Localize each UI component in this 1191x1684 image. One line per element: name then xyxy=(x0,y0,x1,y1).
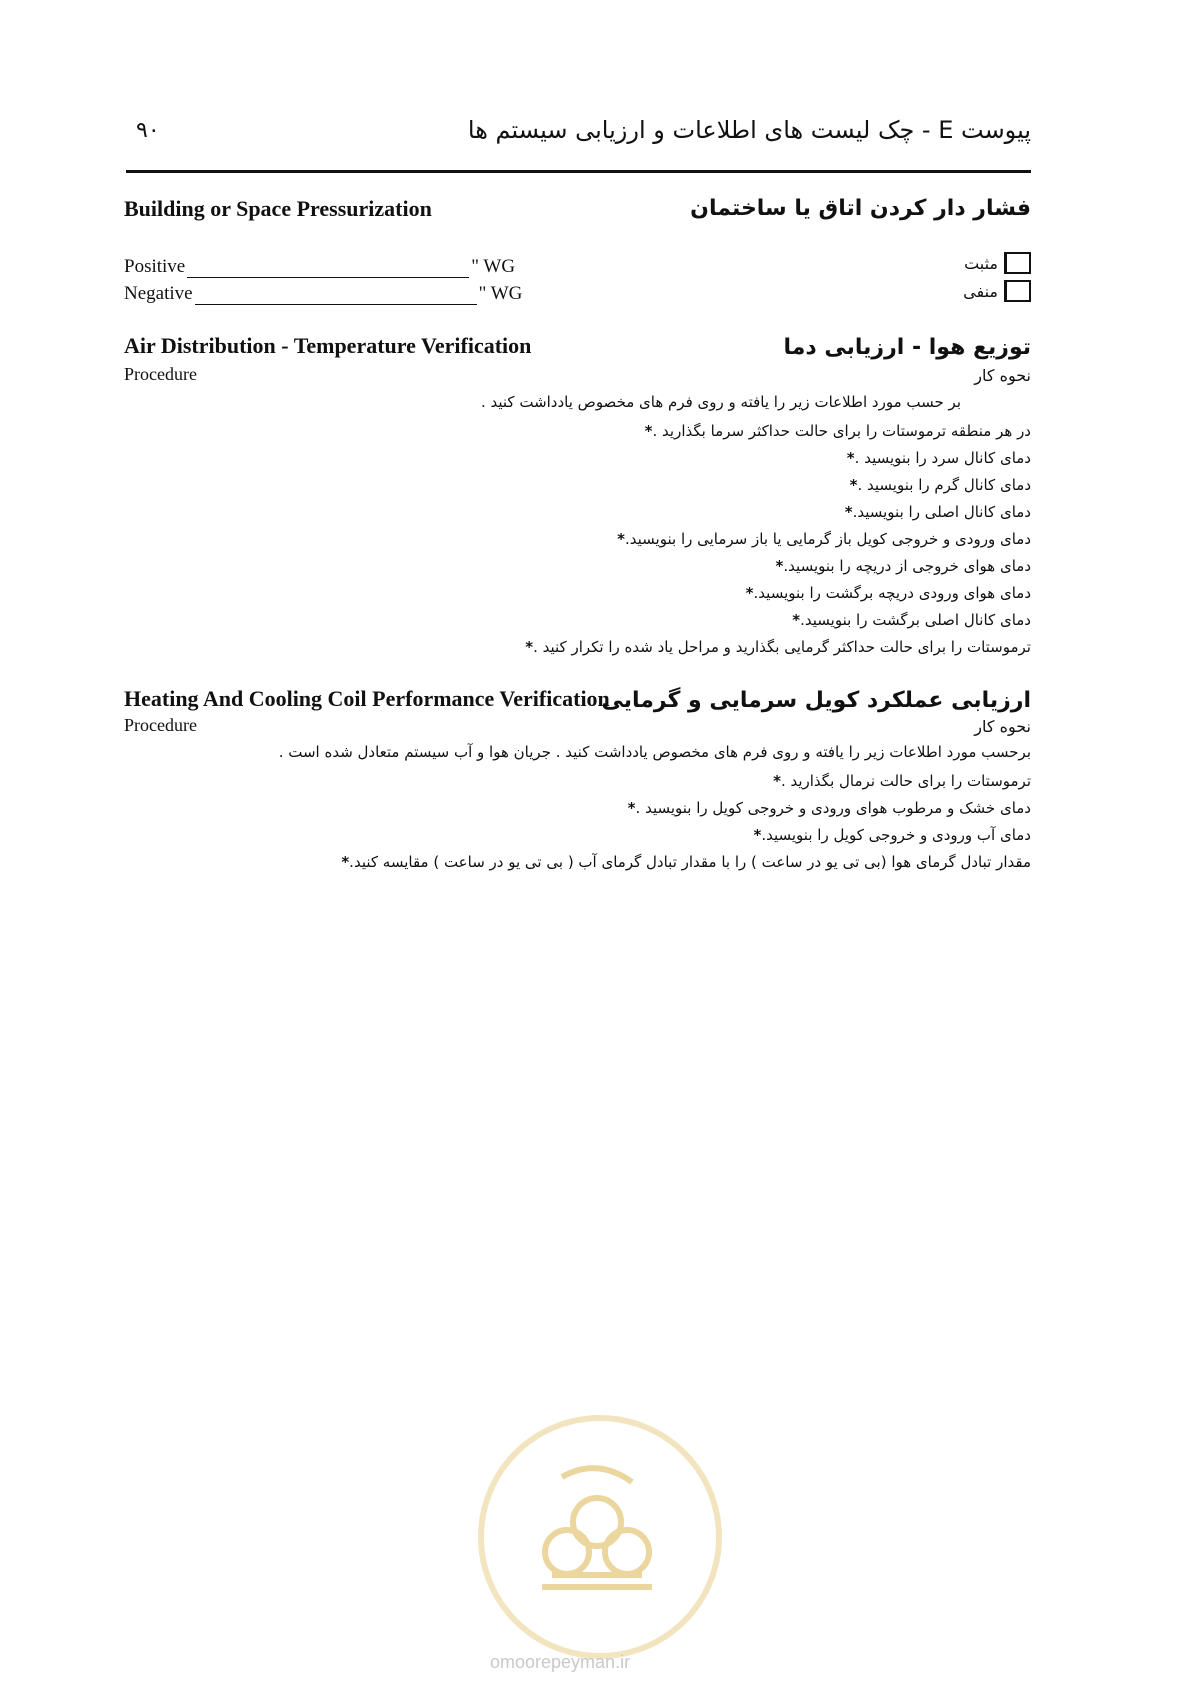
air-distribution-step xyxy=(473,526,1031,553)
header-divider xyxy=(126,170,1031,173)
bullet-icon: * xyxy=(644,422,653,440)
negative-pressure-field[interactable] xyxy=(195,286,477,305)
step-text: دمای کانال سرد را بنویسید . xyxy=(854,449,1031,467)
bullet-icon: * xyxy=(792,611,801,629)
bullet-icon: * xyxy=(775,557,784,575)
negative-checkbox[interactable] xyxy=(1004,280,1031,302)
coil-step xyxy=(289,768,1031,795)
section-title-air-distribution-fa: توزیع هوا - ارزیابی دما xyxy=(783,335,1031,360)
positive-unit: " WG xyxy=(471,256,516,277)
negative-label: Negative xyxy=(124,283,193,304)
step-text: در هر منطقه ترموستات را برای حالت حداکثر سرما بگذارید . xyxy=(652,422,1031,440)
coil-intro: برحسب مورد اطلاعات زیر را یافته و روی فرم های مخصوص یادداشت کنید . جریان هوا و آب سیستم متعادل شده است . xyxy=(278,743,1031,761)
air-distribution-step xyxy=(473,418,1031,445)
negative-fa-label: منفی xyxy=(963,281,998,301)
coil-step xyxy=(289,795,1031,822)
step-text: دمای هوای خروجی از دریچه را بنویسید. xyxy=(783,557,1031,575)
watermark-seal xyxy=(478,1415,722,1659)
bullet-icon: * xyxy=(846,449,855,467)
step-text: دمای هوای ورودی دریچه برگشت را بنویسید. xyxy=(753,584,1031,602)
procedure-label-fa: نحوه کار xyxy=(974,366,1031,385)
step-text: دمای خشک و مرطوب هوای ورودی و خروجی کویل را بنویسید . xyxy=(635,799,1031,817)
bullet-icon: * xyxy=(753,826,762,844)
coil-steps xyxy=(289,768,1031,876)
air-distribution-step xyxy=(473,580,1031,607)
bullet-icon: * xyxy=(627,799,636,817)
air-distribution-step xyxy=(473,472,1031,499)
page-number: ۹۰ xyxy=(136,118,160,143)
positive-checkbox[interactable] xyxy=(1004,252,1031,274)
step-text: ترموستات را برای حالت نرمال بگذارید . xyxy=(780,772,1031,790)
section-title-pressurization-fa: فشار دار کردن اتاق یا ساختمان xyxy=(690,196,1031,221)
step-text: ترموستات را برای حالت حداکثر گرمایی بگذارید و مراحل یاد شده را تکرار کنید . xyxy=(533,638,1031,656)
air-distribution-steps xyxy=(473,418,1031,661)
bullet-icon: * xyxy=(773,772,781,790)
air-distribution-step xyxy=(473,607,1031,634)
coil-step xyxy=(289,822,1031,849)
positive-fa-label: مثبت xyxy=(964,253,998,273)
negative-unit: " WG xyxy=(478,283,523,304)
procedure-label-en: Procedure xyxy=(124,715,197,735)
positive-label: Positive xyxy=(124,256,186,277)
step-text: دمای کانال گرم را بنویسید . xyxy=(857,476,1031,494)
positive-pressure-field[interactable] xyxy=(187,259,469,278)
air-distribution-step xyxy=(473,499,1031,526)
section-title-air-distribution-en: Air Distribution - Temperature Verification xyxy=(124,333,532,358)
step-text: دمای آب ورودی و خروجی کویل را بنویسید. xyxy=(761,826,1031,844)
section-title-coil-fa: ارزیابی عملکرد کویل سرمایی و گرمایی xyxy=(601,688,1031,713)
gear-logo-icon xyxy=(522,1457,672,1607)
air-distribution-intro: بر حسب مورد اطلاعات زیر را یافته و روی فرم های مخصوص یادداشت کنید . xyxy=(480,393,961,411)
bullet-icon: * xyxy=(525,638,534,656)
air-distribution-step xyxy=(473,634,1031,661)
positive-checkbox-row xyxy=(964,252,1031,274)
bullet-icon: * xyxy=(745,584,754,602)
positive-pressure-row xyxy=(124,256,515,278)
step-text: مقدار تبادل گرمای هوا (بی تی یو در ساعت ) را با مقدار تبادل گرمای آب ( بی تی یو در ساعت ) مقایسه کنید. xyxy=(349,853,1031,871)
bullet-icon: * xyxy=(849,476,858,494)
coil-step xyxy=(289,849,1031,876)
watermark-site-url: omoorepeyman.ir xyxy=(490,1652,631,1672)
section-title-pressurization-en: Building or Space Pressurization xyxy=(124,196,432,221)
air-distribution-step xyxy=(473,553,1031,580)
procedure-label-fa: نحوه کار xyxy=(974,717,1031,736)
step-text: دمای ورودی و خروجی کویل باز گرمایی یا باز سرمایی را بنویسید. xyxy=(625,530,1031,548)
step-text: دمای کانال اصلی برگشت را بنویسید. xyxy=(800,611,1031,629)
negative-pressure-row xyxy=(124,283,522,305)
step-text: دمای کانال اصلی را بنویسید. xyxy=(852,503,1031,521)
bullet-icon: * xyxy=(844,503,853,521)
bullet-icon: * xyxy=(617,530,625,548)
negative-checkbox-row xyxy=(963,280,1031,302)
section-title-coil-en: Heating And Cooling Coil Performance Verification xyxy=(124,686,610,711)
air-distribution-step xyxy=(473,445,1031,472)
procedure-label-en: Procedure xyxy=(124,364,197,384)
bullet-icon: * xyxy=(341,853,350,871)
page-header-title: پیوست E - چک لیست های اطلاعات و ارزیابی سیستم ها xyxy=(467,116,1031,144)
